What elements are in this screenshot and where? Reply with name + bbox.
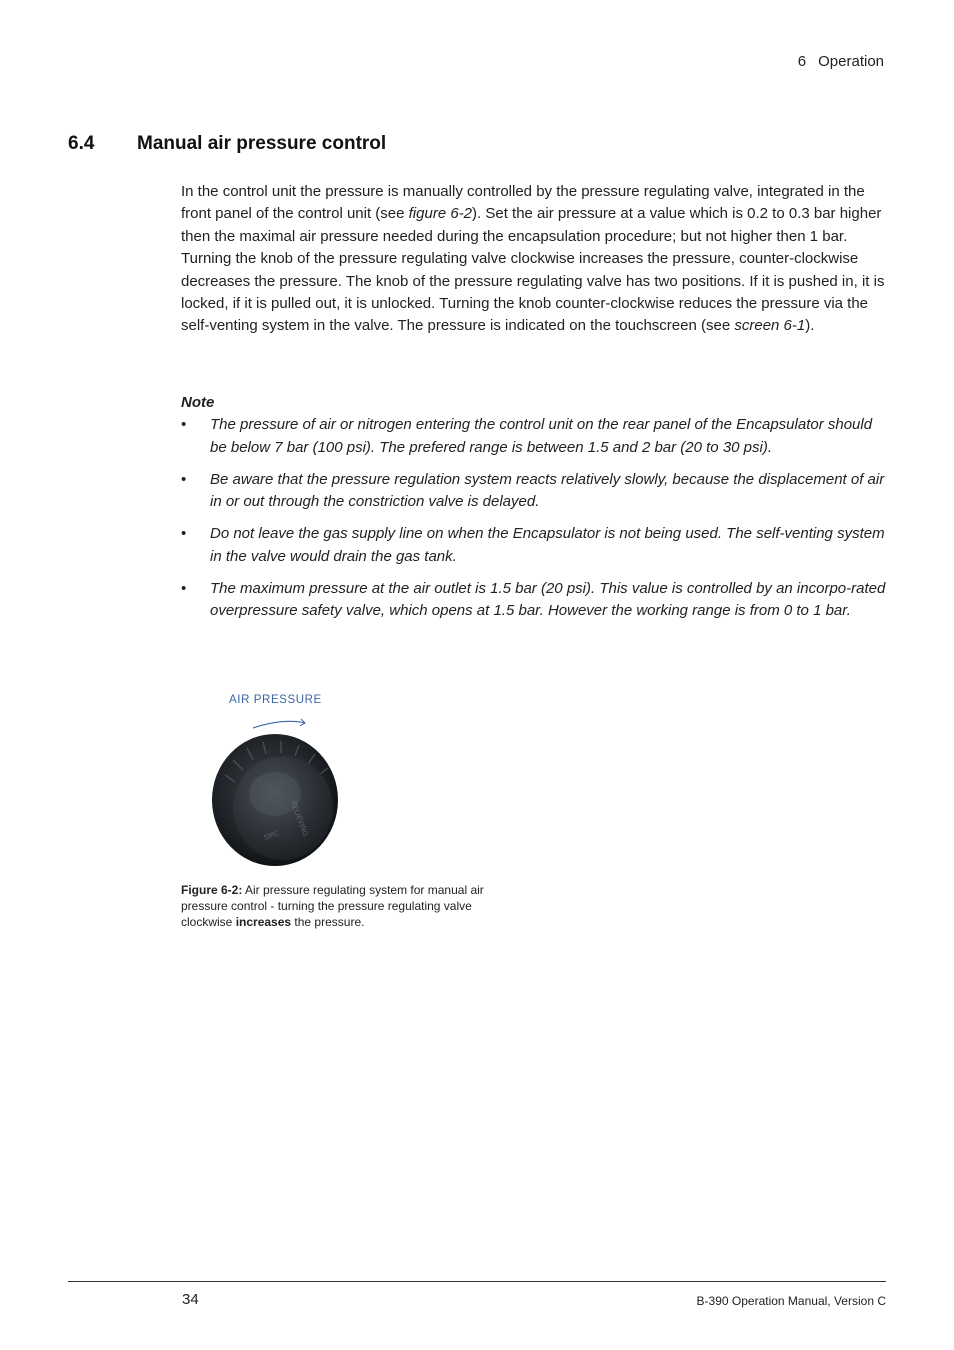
paragraph-text: ). Set the air pressure at a value which is 0.2 to 0.3 bar higher then the maximal air pressure needed during the encapsulation procedure; but not higher then 1 bar. Turning the knob of the pressure regulating valve clockwise increases the pressure, counter-clockwise decreases the pressure. The knob of the pressure regulating valve has two positions. If it is pushed in, it is locked, if it is pulled out, it is unlocked. Turning the knob counter-clockwise reduces the pressure via the self-venting system in the valve. The pressure is indicated on the touchscreen (see (181, 205, 885, 335)
pressure-knob-photo (205, 690, 355, 870)
figure-caption (181, 882, 491, 930)
note-title: Note (181, 394, 215, 411)
svg-text:SMC: SMC (262, 829, 281, 842)
paragraph-1 (181, 181, 887, 338)
note-item-text: The maximum pressure at the air outlet is 1.5 bar (20 psi). This value is controlled by an incorpo-rated overpressure safety valve, which opens at 1.5 bar. However the working range is from 0 to 1 bar. (210, 579, 886, 620)
note-item-text: Do not leave the gas supply line on when the Encapsulator is not being used. The self-venting system in the valve would drain the gas tank. (210, 525, 885, 565)
bullet-icon: • (181, 579, 187, 597)
footer-divider (68, 1281, 886, 1282)
footer-document-title: B-390 Operation Manual, Version C (696, 1294, 886, 1308)
figure-reference: figure 6-2 (408, 205, 473, 223)
clockwise-arrow-icon (253, 721, 305, 728)
chapter-number: 6 (797, 53, 807, 70)
screen-reference: screen 6-1 (734, 317, 806, 335)
figure-pressure-knob (205, 690, 355, 870)
section-number: 6.4 (68, 133, 95, 154)
note-item-text: The pressure of air or nitrogen entering the control unit on the rear panel of the Encapsulator should be below 7 bar (100 psi). The prefered range is between 1.5 and 2 bar (20 to 30 psi). (210, 416, 873, 456)
body-paragraph (181, 181, 887, 338)
note-item (181, 469, 887, 514)
page-number: 34 (182, 1291, 199, 1308)
note-item-text: Be aware that the pressure regulation system reacts relatively slowly, because the displacement of air in or out through the constriction valve is delayed. (210, 470, 885, 511)
bullet-icon: • (181, 525, 187, 543)
caption-emphasis: increases (235, 915, 292, 929)
note-item (181, 578, 887, 623)
caption-text: the pressure. (291, 915, 365, 929)
bullet-icon: • (181, 416, 187, 434)
note-item (181, 523, 887, 568)
caption-text: Air pressure regulating system for manual air pressure control - turning the pressure regulating valve clockwise (181, 883, 484, 929)
chapter-title: Operation (818, 53, 884, 70)
note-list (181, 414, 887, 622)
bullet-icon: • (181, 470, 187, 488)
note-item (181, 414, 887, 459)
caption-label: Figure 6-2: (181, 883, 243, 897)
running-header (798, 53, 884, 70)
svg-text:RELIEVING: RELIEVING (289, 799, 310, 838)
paragraph-text: In the control unit the pressure is manually controlled by the pressure regulating valve, integrated in the front panel of the control unit (see (181, 183, 865, 223)
section-heading (68, 133, 386, 155)
paragraph-text: ). (805, 317, 815, 335)
air-pressure-label: AIR PRESSURE (229, 694, 322, 706)
note-block (181, 392, 887, 632)
section-title: Manual air pressure control (137, 133, 387, 154)
